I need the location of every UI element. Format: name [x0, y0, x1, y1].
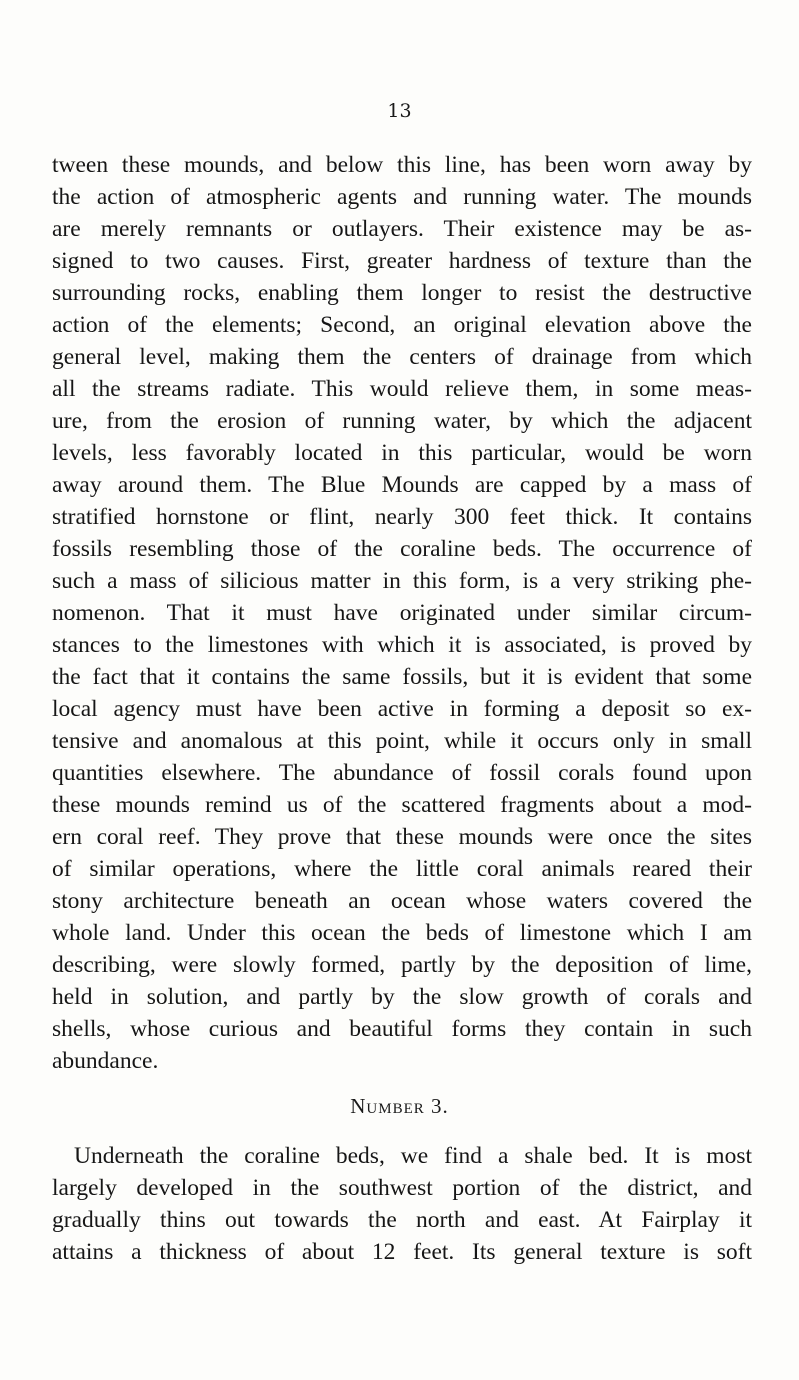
text-line: largely developed in the southwest portion of the district, and — [52, 1175, 752, 1201]
text-line: away around them. The Blue Mounds are capped by a mass of — [52, 472, 752, 498]
text-line: the fact that it contains the same fossils, but it is evident that some — [52, 664, 752, 690]
text-line: these mounds remind us of the scattered fragments about a mod- — [52, 792, 752, 818]
text-line: tween these mounds, and below this line, has been worn away by — [52, 152, 752, 178]
text-line: stances to the limestones with which it is associated, is proved by — [52, 632, 752, 658]
section-heading: Number 3. — [350, 1094, 449, 1118]
text-line: all the streams radiate. This would relieve them, in some meas- — [52, 376, 752, 402]
text-line: tensive and anomalous at this point, while it occurs only in small — [52, 728, 752, 754]
text-line: gradually thins out towards the north and east. At Fairplay it — [52, 1207, 752, 1233]
text-line: levels, less favorably located in this particular, would be worn — [52, 440, 752, 466]
text-line: nomenon. That it must have originated under similar circum- — [52, 600, 752, 626]
text-line: signed to two causes. First, greater hardness of texture than the — [52, 248, 752, 274]
text-line: abundance. — [52, 1048, 159, 1074]
text-line: local agency must have been active in forming a deposit so ex- — [52, 696, 752, 722]
text-line: describing, were slowly formed, partly by the deposition of lime, — [52, 952, 752, 978]
text-line: the action of atmospheric agents and running water. The mounds — [52, 184, 752, 210]
text-line: general level, making them the centers of drainage from which — [52, 344, 752, 370]
text-line: are merely remnants or outlayers. Their existence may be as- — [52, 216, 752, 242]
text-line: surrounding rocks, enabling them longer to resist the destructive — [52, 280, 752, 306]
text-line: ern coral reef. They prove that these mounds were once the sites — [52, 824, 752, 850]
text-line: quantities elsewhere. The abundance of fossil corals found upon — [52, 760, 752, 786]
text-line: shells, whose curious and beautiful forms they contain in such — [52, 1016, 752, 1042]
text-line: held in solution, and partly by the slow growth of corals and — [52, 984, 752, 1010]
text-line: action of the elements; Second, an original elevation above the — [52, 312, 752, 338]
text-line: attains a thickness of about 12 feet. Its general texture is soft — [52, 1239, 752, 1265]
text-line: Underneath the coraline beds, we find a shale bed. It is most — [74, 1143, 752, 1169]
text-line: ure, from the erosion of running water, by which the adjacent — [52, 408, 752, 434]
text-line: stratified hornstone or flint, nearly 300 feet thick. It contains — [52, 504, 752, 530]
text-line: stony architecture beneath an ocean whose waters covered the — [52, 888, 752, 914]
text-line: such a mass of silicious matter in this form, is a very striking phe- — [52, 568, 752, 594]
page-number: 13 — [387, 100, 412, 122]
text-line: fossils resembling those of the coraline beds. The occurrence of — [52, 536, 752, 562]
text-line: whole land. Under this ocean the beds of limestone which I am — [52, 920, 752, 946]
text-line: of similar operations, where the little coral animals reared their — [52, 856, 752, 882]
